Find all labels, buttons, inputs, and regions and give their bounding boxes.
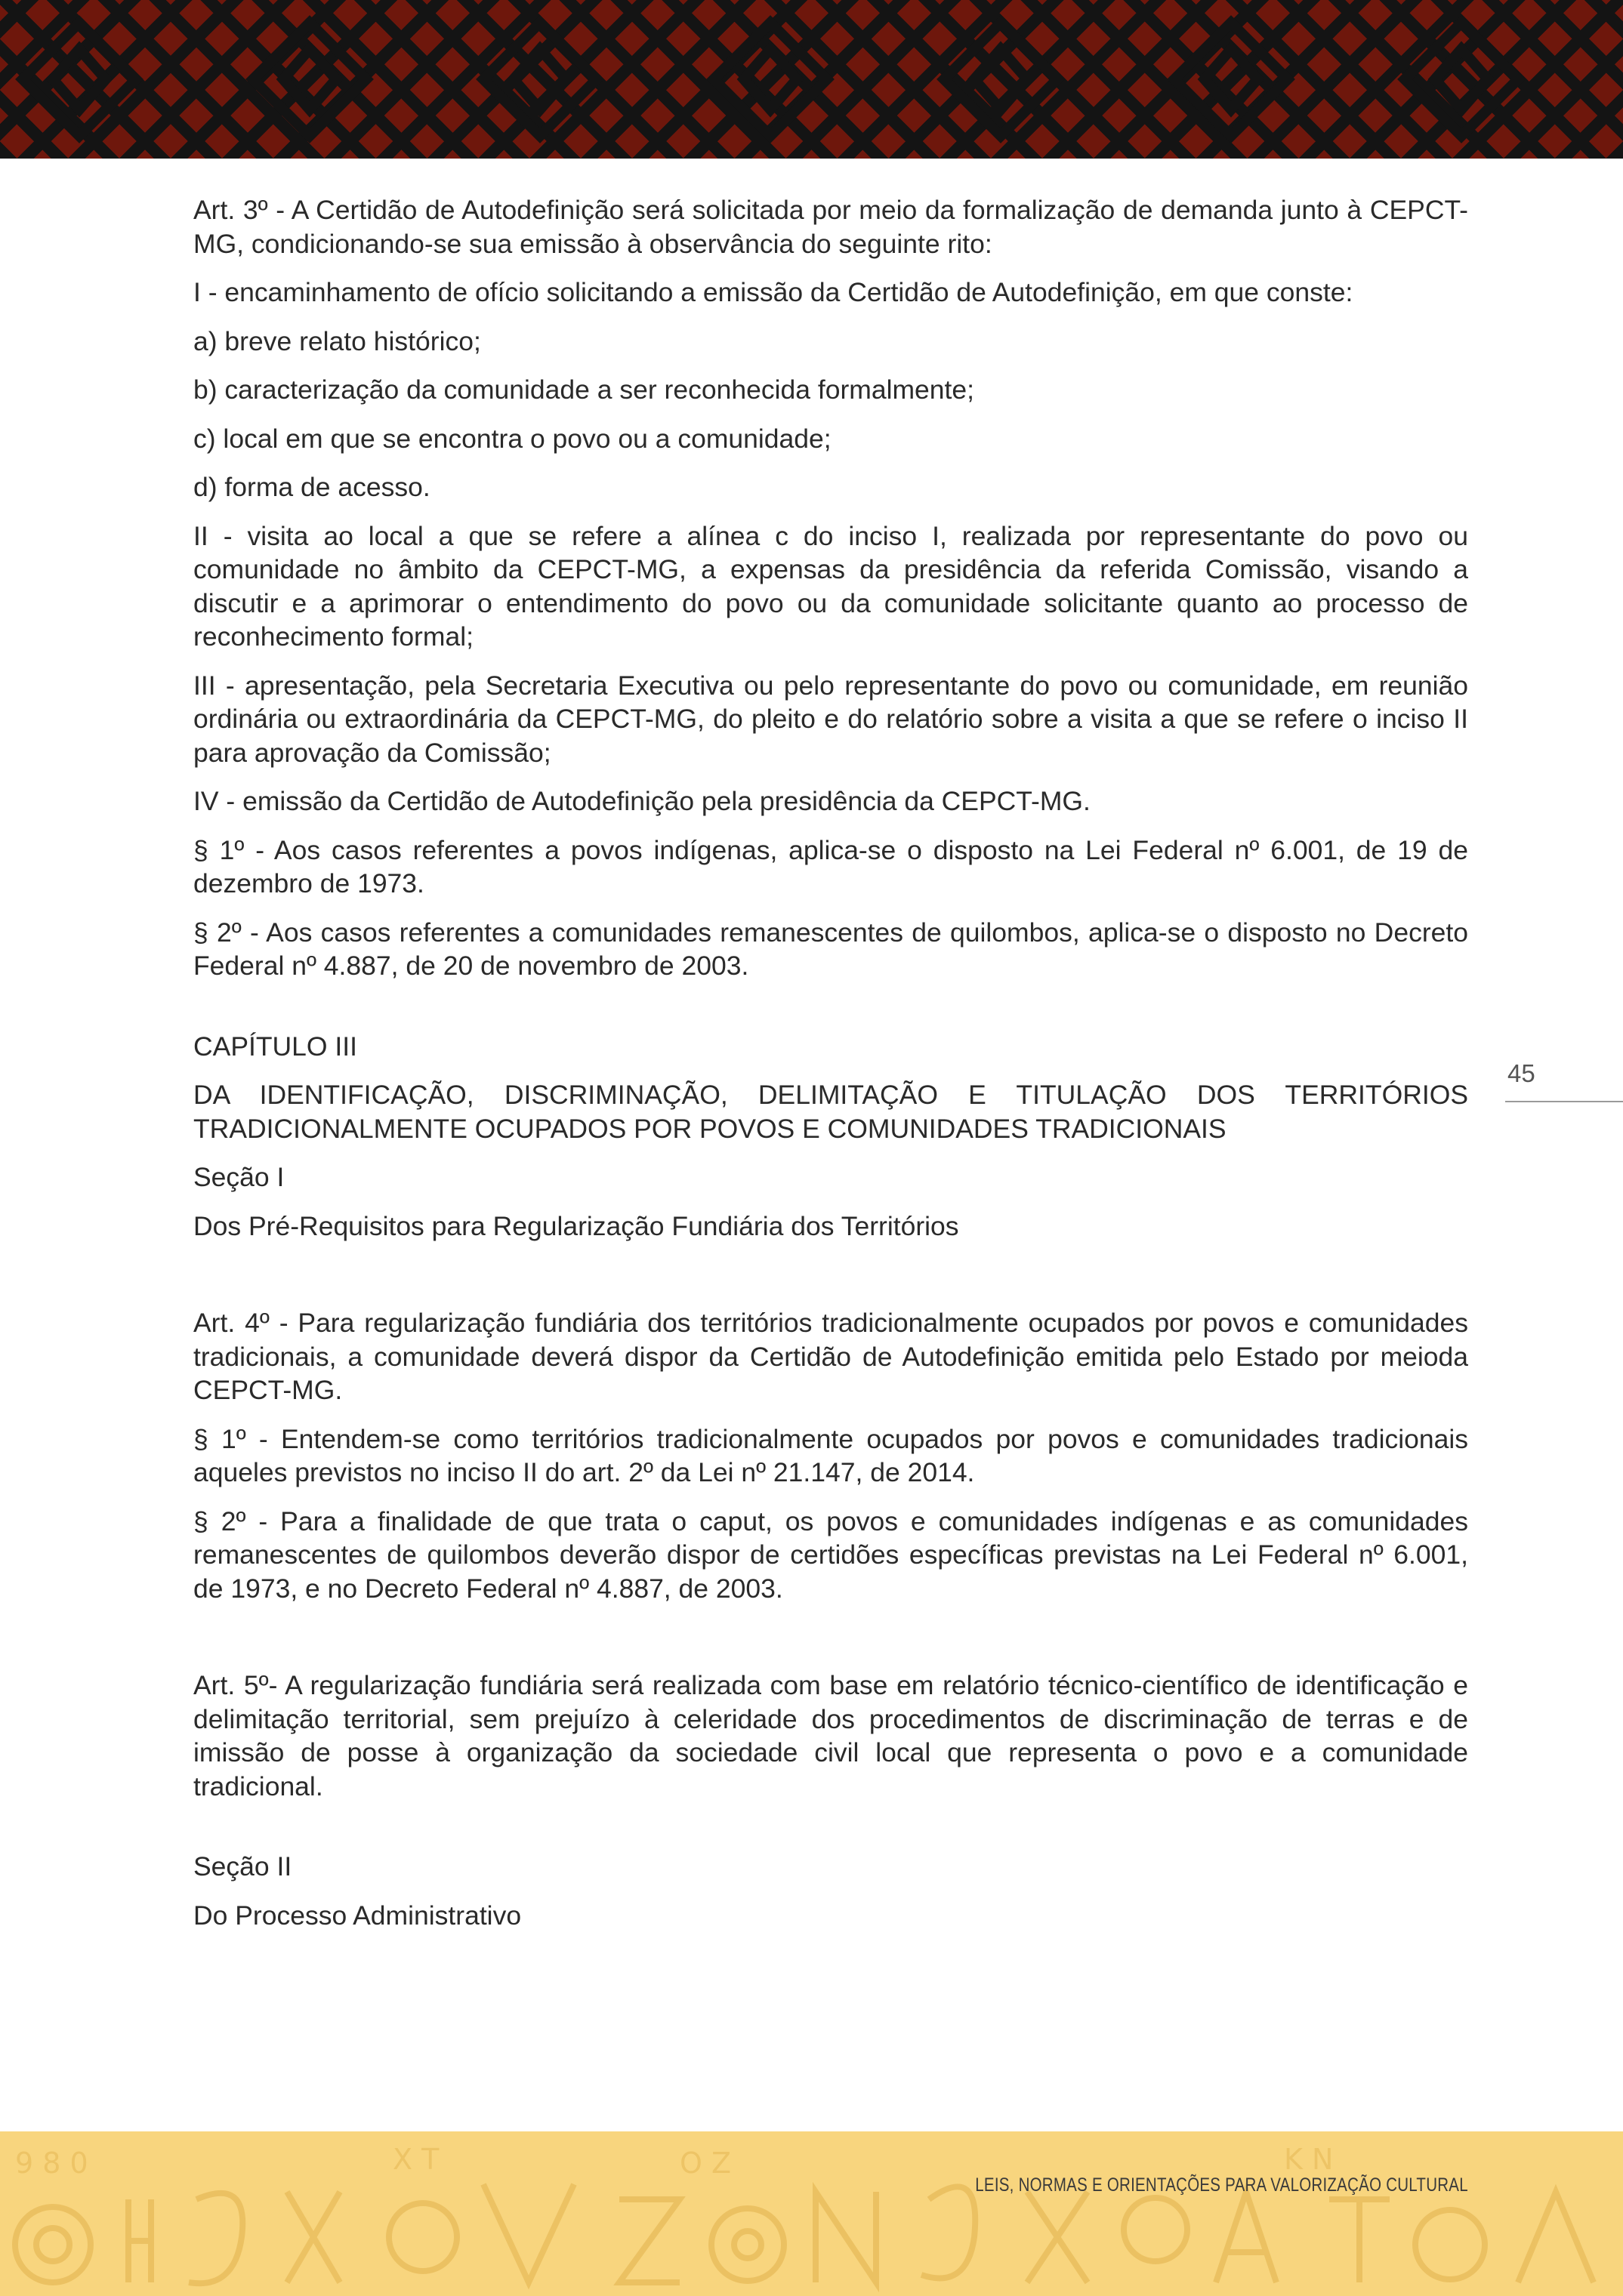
footer-glyph-pattern — [0, 2131, 1623, 2296]
art4-paragraph-1: § 1º - Entendem-se como territórios tradicionalmente ocupados por povos e comunidades tradicionais aqueles previstos no inciso II do art. 2º da Lei nº 21.147, de 2014. — [193, 1423, 1468, 1487]
art3-item-i: I - encaminhamento de ofício solicitando a emissão da Certidão de Autodefinição, em que conste: — [193, 277, 1353, 307]
page-number-rule — [1505, 1101, 1623, 1102]
section-heading: Seção II — [193, 1851, 292, 1881]
svg-text:K N: K N — [1284, 2143, 1334, 2176]
art3-item-d: d) forma de acesso. — [193, 472, 430, 502]
art3-paragraph: Art. 3º - A Certidão de Autodefinição será solicitada por meio da formalização de demanda junto à CEPCT-MG, condicionando-se sua emissão à observância do seguinte rito: — [193, 195, 1468, 259]
section-title: Do Processo Administrativo — [193, 1900, 522, 1931]
art4-paragraph: Art. 4º - Para regularização fundiária dos territórios tradicionalmente ocupados por povos e comunidades tradicionais, a comunidade deverá dispor da Certidão de Autodefinição emitida pelo Estado por meioda CEPCT-MG. — [193, 1308, 1468, 1405]
art3-item-c: c) local em que se encontra o povo ou a comunidade; — [193, 423, 832, 454]
art3-item-iii: III - apresentação, pela Secretaria Executiva ou pelo representante do povo ou comunidade, em reunião ordinária ou extraordinária da CEPCT-MG, do pleito e do relatório sobre a visita a que se refere o inciso II para aprovação da Comissão; — [193, 670, 1468, 768]
section-title: Dos Pré-Requisitos para Regularização Fundiária dos Territórios — [193, 1210, 959, 1241]
art3-item-iv: IV - emissão da Certidão de Autodefinição pela presidência da CEPCT-MG. — [193, 786, 1091, 816]
art4-paragraph-2: § 2º - Para a finalidade de que trata o caput, os povos e comunidades indígenas e as comunidades remanescentes de quilombos deverão dispor de certidões específicas previstas na Lei Federal nº 6.001, de 1973, e no Decreto Federal nº 4.887, de 2003. — [193, 1505, 1468, 1604]
spacer — [193, 998, 1468, 1030]
header-diamond-pattern — [0, 0, 1623, 159]
spacer — [193, 1620, 1468, 1669]
art3-paragraph-2: § 2º - Aos casos referentes a comunidades remanescentes de quilombos, aplica-se o disposto no Decreto Federal nº 4.887, de 20 de novembro de 2003. — [193, 917, 1468, 981]
footer-publication-title: LEIS, NORMAS E ORIENTAÇÕES PARA VALORIZAÇÃO CULTURAL — [975, 2174, 1468, 2196]
spacer — [193, 1818, 1468, 1850]
spacer — [193, 1258, 1468, 1306]
art3-item-ii: II - visita ao local a que se refere a alínea c do inciso I, realizada por representante do povo ou comunidade no âmbito da CEPCT-MG, a expensas da presidência da referida Comissão, visando a discutir e a aprimorar o entendimento do povo ou da comunidade solicitante quanto ao processo de reconhecimento formal; — [193, 520, 1468, 652]
art3-item-a: a) breve relato histórico; — [193, 325, 481, 356]
chapter-heading: CAPÍTULO III — [193, 1031, 357, 1062]
svg-text:9 8 0: 9 8 0 — [15, 2147, 88, 2180]
section-heading: Seção I — [193, 1162, 285, 1192]
document-body — [193, 193, 1468, 1947]
svg-text:O Z: O Z — [680, 2147, 732, 2180]
art3-item-b: b) caracterização da comunidade a ser reconhecida formalmente; — [193, 374, 974, 405]
svg-text:X T: X T — [393, 2143, 440, 2176]
art3-paragraph-1: § 1º - Aos casos referentes a povos indígenas, aplica-se o disposto na Lei Federal nº 6.001, de 19 de dezembro de 1973. — [193, 834, 1468, 898]
chapter-title: DA IDENTIFICAÇÃO, DISCRIMINAÇÃO, DELIMITAÇÃO E TITULAÇÃO DOS TERRITÓRIOS TRADICIONALMENTE OCUPADOS POR POVOS E COMUNIDADES TRADICIONAIS — [193, 1080, 1468, 1144]
footer-pattern-band — [0, 2131, 1623, 2296]
page-number: 45 — [1507, 1059, 1535, 1087]
art5-paragraph: Art. 5º- A regularização fundiária será realizada com base em relatório técnico-científico de identificação e delimitação territorial, sem prejuízo à celeridade dos procedimentos de discriminação de terras e de imissão de posse à organização da sociedade civil local que representa o povo e a comunidade tradicional. — [193, 1670, 1468, 1801]
